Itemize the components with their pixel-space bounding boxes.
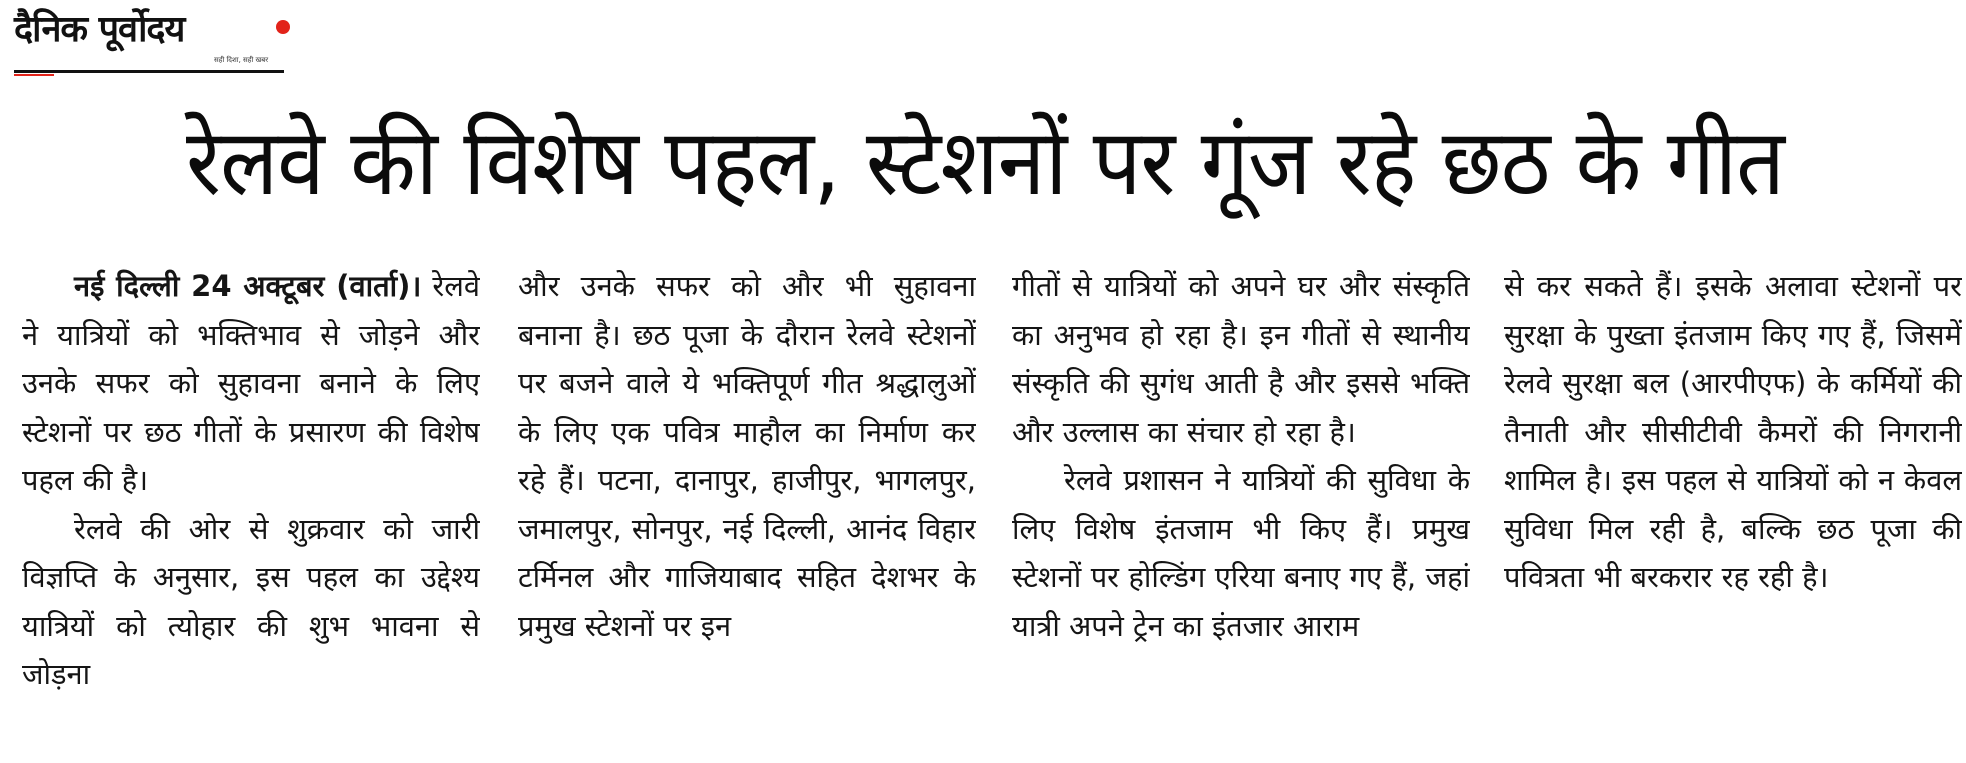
masthead [14, 8, 284, 70]
logo-tagline: सही दिशा, सही खबर [214, 56, 269, 64]
article-column-2 [518, 262, 976, 762]
masthead-rule [14, 70, 284, 73]
paragraph: से कर सकते हैं। इसके अलावा स्टेशनों पर सुरक्षा के पुख्ता इंतजाम किए गए हैं, जिसमें रेलवे सुरक्षा बल (आरपीएफ) के कर्मियों की तैनाती और सीसीटीवी कैमरों की निगरानी शामिल है। इस पहल से यात्रियों को न केवल सुविधा मिल रही है, बल्कि छठ पूजा की पवित्रता भी बरकरार रह रही है। [1504, 269, 1962, 594]
paragraph: और उनके सफर को और भी सुहावना बनाना है। छठ पूजा के दौरान रेलवे स्टेशनों पर बजने वाले ये भक्तिपूर्ण गीत श्रद्धालुओं के लिए एक पवित्र माहौल का निर्माण कर रहे हैं। पटना, दानापुर, हाजीपुर, भागलपुर, जमालपुर, सोनपुर, नई दिल्ली, आनंद विहार टर्मिनल और गाजियाबाद सहित देशभर के प्रमुख स्टेशनों पर इन [518, 269, 976, 643]
paragraph: रेलवे प्रशासन ने यात्रियों की सुविधा के लिए विशेष इंतजाम भी किए हैं। प्रमुख स्टेशनों पर होल्डिंग एरिया बनाए गए हैं, जहां यात्री अपने ट्रेन का इंतजार आराम [1012, 463, 1470, 643]
article-column-4 [1504, 262, 1962, 762]
dateline: नई दिल्ली 24 अक्टूबर (वार्ता)। [74, 269, 422, 303]
masthead-red-rule [14, 74, 54, 76]
paragraph-text: रेलवे ने यात्रियों को भक्तिभाव से जोड़ने और उनके सफर को सुहावना बनाने के लिए स्टेशनों पर छठ गीतों के प्रसारण की विशेष पहल की है। [22, 269, 480, 497]
article-column-1 [22, 262, 480, 762]
paragraph [22, 262, 480, 505]
article-body [22, 262, 1962, 762]
article-column-3 [1012, 262, 1470, 762]
logo-red-dot-icon [276, 20, 290, 34]
paragraph: गीतों से यात्रियों को अपने घर और संस्कृति का अनुभव हो रहा है। इन गीतों से स्थानीय संस्कृति की सुगंध आती है और इससे भक्ति और उल्लास का संचार हो रहा है। [1012, 269, 1470, 449]
paragraph: रेलवे की ओर से शुक्रवार को जारी विज्ञप्ति के अनुसार, इस पहल का उद्देश्य यात्रियों को त्योहार की शुभ भावना से जोड़ना [22, 511, 480, 691]
newspaper-logo: दैनिक पूर्वोदय [14, 9, 185, 50]
article-headline: रेलवे की विशेष पहल, स्टेशनों पर गूंज रहे छठ के गीत [186, 109, 1784, 216]
